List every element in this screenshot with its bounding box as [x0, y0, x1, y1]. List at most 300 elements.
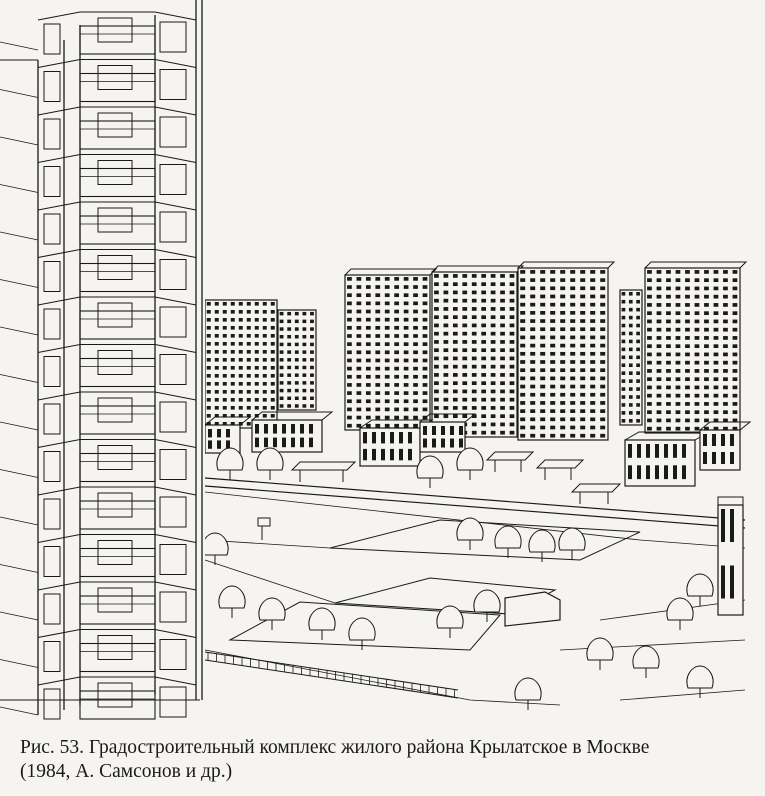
- window: [207, 334, 211, 338]
- window: [271, 326, 275, 330]
- window: [357, 293, 362, 297]
- window: [540, 344, 545, 348]
- window: [302, 381, 306, 384]
- window: [347, 399, 352, 403]
- window: [385, 277, 390, 281]
- window: [423, 310, 428, 314]
- window: [695, 427, 700, 431]
- window: [570, 336, 575, 340]
- tower-slim: [620, 290, 642, 425]
- window: [560, 319, 565, 323]
- window: [231, 358, 235, 362]
- window: [704, 328, 709, 332]
- window: [434, 307, 439, 311]
- window: [647, 270, 652, 274]
- window: [530, 319, 535, 323]
- window: [530, 393, 535, 397]
- window: [366, 399, 371, 403]
- window: [666, 377, 671, 381]
- window: [550, 344, 555, 348]
- window: [491, 332, 496, 336]
- window: [462, 365, 467, 369]
- window: [375, 367, 380, 371]
- window: [570, 426, 575, 430]
- window: [394, 285, 399, 289]
- window: [357, 277, 362, 281]
- window: [453, 282, 458, 286]
- window: [472, 348, 477, 352]
- window: [647, 410, 652, 414]
- window: [399, 449, 403, 460]
- window: [390, 449, 394, 460]
- window: [441, 426, 445, 435]
- window: [636, 356, 640, 360]
- window: [666, 303, 671, 307]
- window: [271, 414, 275, 418]
- window: [600, 385, 605, 389]
- window: [560, 327, 565, 331]
- window: [500, 324, 505, 328]
- window: [239, 382, 243, 386]
- window: [510, 357, 515, 361]
- window: [366, 334, 371, 338]
- window: [685, 328, 690, 332]
- window: [366, 375, 371, 379]
- window: [453, 414, 458, 418]
- window: [481, 291, 486, 295]
- window: [264, 424, 268, 434]
- window: [247, 326, 251, 330]
- window: [657, 303, 662, 307]
- window: [685, 287, 690, 291]
- window: [685, 377, 690, 381]
- window: [280, 320, 284, 323]
- window: [520, 352, 525, 356]
- window: [530, 270, 535, 274]
- window: [408, 432, 412, 443]
- window: [657, 328, 662, 332]
- window: [530, 336, 535, 340]
- window: [357, 310, 362, 314]
- window: [636, 324, 640, 328]
- window: [413, 367, 418, 371]
- window: [472, 357, 477, 361]
- window: [714, 295, 719, 299]
- window: [413, 383, 418, 387]
- window: [636, 411, 640, 415]
- window: [357, 399, 362, 403]
- window: [590, 377, 595, 381]
- window: [381, 449, 385, 460]
- window: [695, 328, 700, 332]
- window: [287, 350, 291, 353]
- window: [462, 406, 467, 410]
- window: [657, 353, 662, 357]
- window: [231, 342, 235, 346]
- window: [676, 287, 681, 291]
- window: [207, 326, 211, 330]
- window: [385, 293, 390, 297]
- window: [423, 293, 428, 297]
- window: [540, 336, 545, 340]
- window: [302, 373, 306, 376]
- window: [530, 377, 535, 381]
- window: [481, 299, 486, 303]
- window: [271, 310, 275, 314]
- window: [472, 299, 477, 303]
- window: [453, 348, 458, 352]
- window: [733, 336, 738, 340]
- window: [295, 373, 299, 376]
- window: [434, 282, 439, 286]
- window: [657, 427, 662, 431]
- window: [434, 340, 439, 344]
- window: [404, 359, 409, 363]
- window: [434, 406, 439, 410]
- window: [302, 327, 306, 330]
- window: [375, 375, 380, 379]
- window: [730, 509, 734, 542]
- window: [491, 414, 496, 418]
- window: [520, 417, 525, 421]
- window: [733, 270, 738, 274]
- window: [366, 277, 371, 281]
- window: [570, 417, 575, 421]
- window: [472, 340, 477, 344]
- window: [434, 398, 439, 402]
- window: [600, 368, 605, 372]
- window: [271, 366, 275, 370]
- window: [215, 334, 219, 338]
- window: [444, 406, 449, 410]
- tower-center-outline: [432, 272, 517, 437]
- window: [590, 385, 595, 389]
- window: [255, 302, 259, 306]
- window: [682, 465, 686, 479]
- window: [444, 324, 449, 328]
- window: [510, 340, 515, 344]
- window: [385, 285, 390, 289]
- window: [520, 434, 525, 438]
- window: [491, 299, 496, 303]
- window: [570, 409, 575, 413]
- window: [215, 326, 219, 330]
- window: [714, 278, 719, 282]
- window: [300, 438, 304, 448]
- window: [647, 427, 652, 431]
- window: [375, 318, 380, 322]
- window: [550, 270, 555, 274]
- window: [271, 358, 275, 362]
- window: [223, 406, 227, 410]
- window: [375, 277, 380, 281]
- window: [231, 398, 235, 402]
- window: [510, 291, 515, 295]
- window: [247, 422, 251, 426]
- window: [714, 344, 719, 348]
- window: [491, 282, 496, 286]
- window: [685, 386, 690, 390]
- window: [647, 303, 652, 307]
- window: [666, 369, 671, 373]
- window: [550, 401, 555, 405]
- window: [357, 383, 362, 387]
- tower-right: [518, 262, 614, 440]
- window: [685, 311, 690, 315]
- window: [636, 300, 640, 304]
- window: [695, 377, 700, 381]
- window: [255, 310, 259, 314]
- window: [239, 326, 243, 330]
- window: [629, 316, 633, 320]
- window: [385, 375, 390, 379]
- window: [704, 353, 709, 357]
- window: [295, 366, 299, 369]
- window: [255, 382, 259, 386]
- window: [444, 315, 449, 319]
- window: [676, 427, 681, 431]
- window: [239, 342, 243, 346]
- window: [636, 363, 640, 367]
- window: [723, 361, 728, 365]
- window: [723, 295, 728, 299]
- window: [295, 343, 299, 346]
- window: [247, 318, 251, 322]
- window: [550, 336, 555, 340]
- window: [247, 374, 251, 378]
- window: [676, 336, 681, 340]
- window: [676, 410, 681, 414]
- window: [510, 299, 515, 303]
- window: [280, 358, 284, 361]
- window: [704, 336, 709, 340]
- window: [721, 434, 725, 446]
- window: [413, 302, 418, 306]
- window: [704, 377, 709, 381]
- window: [530, 352, 535, 356]
- window: [647, 311, 652, 315]
- window: [280, 327, 284, 330]
- window: [444, 291, 449, 295]
- window: [223, 358, 227, 362]
- window: [520, 344, 525, 348]
- window: [239, 302, 243, 306]
- window: [375, 408, 380, 412]
- window: [434, 365, 439, 369]
- window: [385, 342, 390, 346]
- window: [622, 332, 626, 336]
- window: [347, 416, 352, 420]
- window: [481, 373, 486, 377]
- window: [500, 307, 505, 311]
- window: [580, 434, 585, 438]
- window: [472, 381, 477, 385]
- window: [347, 342, 352, 346]
- window: [510, 332, 515, 336]
- window: [590, 426, 595, 430]
- window: [580, 303, 585, 307]
- window: [394, 277, 399, 281]
- window: [453, 340, 458, 344]
- window: [215, 406, 219, 410]
- window: [453, 406, 458, 410]
- window: [666, 427, 671, 431]
- window: [207, 374, 211, 378]
- window: [472, 274, 477, 278]
- window: [366, 318, 371, 322]
- window: [704, 402, 709, 406]
- window: [462, 390, 467, 394]
- window: [530, 409, 535, 413]
- window: [432, 439, 436, 448]
- window: [622, 411, 626, 415]
- window: [530, 434, 535, 438]
- window: [282, 424, 286, 434]
- window: [385, 367, 390, 371]
- window: [366, 302, 371, 306]
- tower-far-left: [205, 300, 277, 428]
- window: [247, 398, 251, 402]
- window: [363, 449, 367, 460]
- window: [444, 381, 449, 385]
- window: [530, 311, 535, 315]
- window: [500, 398, 505, 402]
- window: [600, 336, 605, 340]
- window: [491, 291, 496, 295]
- window: [444, 299, 449, 303]
- window: [647, 278, 652, 282]
- window: [481, 398, 486, 402]
- window: [570, 385, 575, 389]
- window: [310, 312, 314, 315]
- window: [423, 334, 428, 338]
- window: [685, 295, 690, 299]
- window: [647, 353, 652, 357]
- window: [255, 326, 259, 330]
- window: [695, 303, 700, 307]
- pavilion-2-roof: [487, 452, 533, 460]
- window: [375, 391, 380, 395]
- window: [636, 379, 640, 383]
- window: [207, 406, 211, 410]
- window: [310, 320, 314, 323]
- window: [231, 302, 235, 306]
- window: [375, 350, 380, 354]
- window: [666, 287, 671, 291]
- window: [714, 311, 719, 315]
- window: [413, 399, 418, 403]
- window: [310, 366, 314, 369]
- window: [394, 318, 399, 322]
- window: [223, 342, 227, 346]
- window: [385, 391, 390, 395]
- window: [413, 350, 418, 354]
- window: [366, 359, 371, 363]
- window: [302, 312, 306, 315]
- window: [629, 308, 633, 312]
- window: [271, 406, 275, 410]
- window: [404, 310, 409, 314]
- window: [636, 403, 640, 407]
- window: [714, 410, 719, 414]
- window: [714, 320, 719, 324]
- window: [239, 390, 243, 394]
- window: [636, 395, 640, 399]
- window: [500, 365, 505, 369]
- window: [733, 320, 738, 324]
- window: [381, 432, 385, 443]
- window: [291, 424, 295, 434]
- window: [408, 449, 412, 460]
- window: [215, 310, 219, 314]
- window: [520, 327, 525, 331]
- window: [560, 286, 565, 290]
- window: [510, 398, 515, 402]
- window: [714, 287, 719, 291]
- window: [366, 367, 371, 371]
- window: [453, 365, 458, 369]
- window: [255, 334, 259, 338]
- window: [385, 326, 390, 330]
- window: [413, 391, 418, 395]
- window: [636, 371, 640, 375]
- window: [347, 318, 352, 322]
- window: [540, 409, 545, 413]
- window: [280, 335, 284, 338]
- window: [570, 303, 575, 307]
- window: [357, 408, 362, 412]
- window: [676, 295, 681, 299]
- window: [510, 390, 515, 394]
- pavilion-1-roof: [292, 462, 355, 470]
- window: [207, 350, 211, 354]
- window: [629, 371, 633, 375]
- window: [295, 335, 299, 338]
- window: [510, 431, 515, 435]
- window: [704, 311, 709, 315]
- window: [560, 336, 565, 340]
- window: [600, 377, 605, 381]
- window: [385, 408, 390, 412]
- window: [263, 318, 267, 322]
- window: [600, 360, 605, 364]
- window: [366, 391, 371, 395]
- window: [207, 390, 211, 394]
- window: [280, 312, 284, 315]
- window: [271, 398, 275, 402]
- window: [394, 350, 399, 354]
- window: [530, 327, 535, 331]
- window: [622, 324, 626, 328]
- window: [590, 295, 595, 299]
- window: [622, 403, 626, 407]
- window: [366, 408, 371, 412]
- window: [570, 368, 575, 372]
- window: [394, 310, 399, 314]
- window: [453, 324, 458, 328]
- window: [207, 318, 211, 322]
- window: [500, 348, 505, 352]
- window: [215, 390, 219, 394]
- window: [629, 356, 633, 360]
- window: [280, 404, 284, 407]
- window: [510, 307, 515, 311]
- window: [302, 404, 306, 407]
- window: [255, 424, 259, 434]
- window: [472, 282, 477, 286]
- window: [472, 398, 477, 402]
- window: [622, 371, 626, 375]
